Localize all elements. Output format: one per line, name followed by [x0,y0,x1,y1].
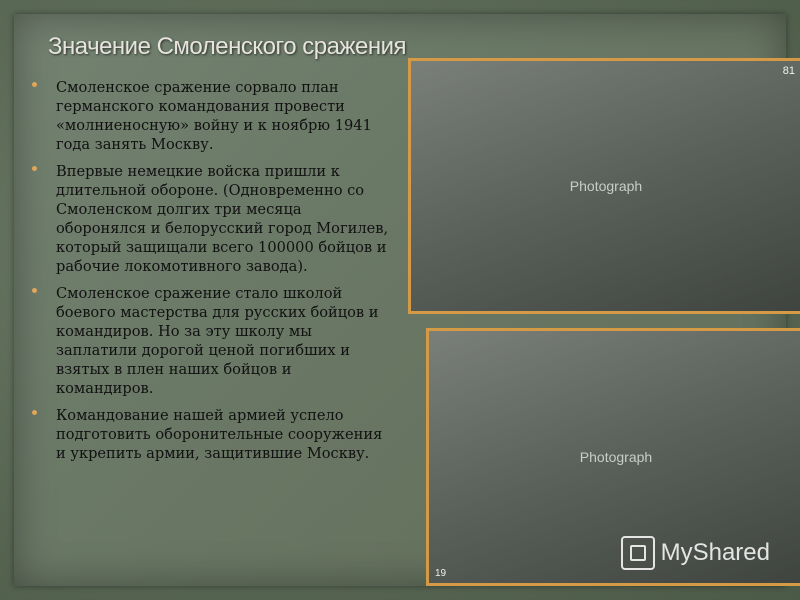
bullet-item [30,406,390,463]
bullet-dot-icon [32,166,37,171]
photo-number: 19 [435,568,447,579]
bullet-item [30,78,390,154]
bullet-text: Командование нашей армией успело подготовить оборонительные сооружения и укрепить армии, защитившие Москву. [56,407,383,462]
bullet-text: Смоленское сражение сорвало план германского командования провести «молниеносную» войну и к ноябрю 1941 года занять Москву. [56,79,372,153]
photo-number: 81 [782,65,795,77]
soldiers-photo [408,58,800,314]
bullet-item [30,162,390,276]
slide-title: Значение Смоленского сражения [48,33,406,60]
photo-placeholder: Photograph [429,331,800,583]
bullet-dot-icon [32,410,37,415]
share-icon [621,536,655,570]
bullet-item [30,284,390,398]
watermark [621,536,770,570]
bullet-dot-icon [32,288,37,293]
bullet-text: Смоленское сражение стало школой боевого мастерства для русских бойцов и командиров. Но за эту школу мы заплатили дорогой ценой погибших и взятых в плен наших бойцов и командиров. [56,285,379,397]
watermark-text: MyShared [660,539,770,566]
bullet-dot-icon [32,82,37,87]
bullet-text: Впервые немецкие войска пришли к длительной обороне. (Одновременно со Смоленском долгих три месяца оборонялся и белорусский город Могилев, который защищали всего 100000 бойцов и рабочие локомотивного завода). [56,163,389,275]
photo-placeholder: Photograph [411,61,800,311]
bullet-list [30,78,390,471]
